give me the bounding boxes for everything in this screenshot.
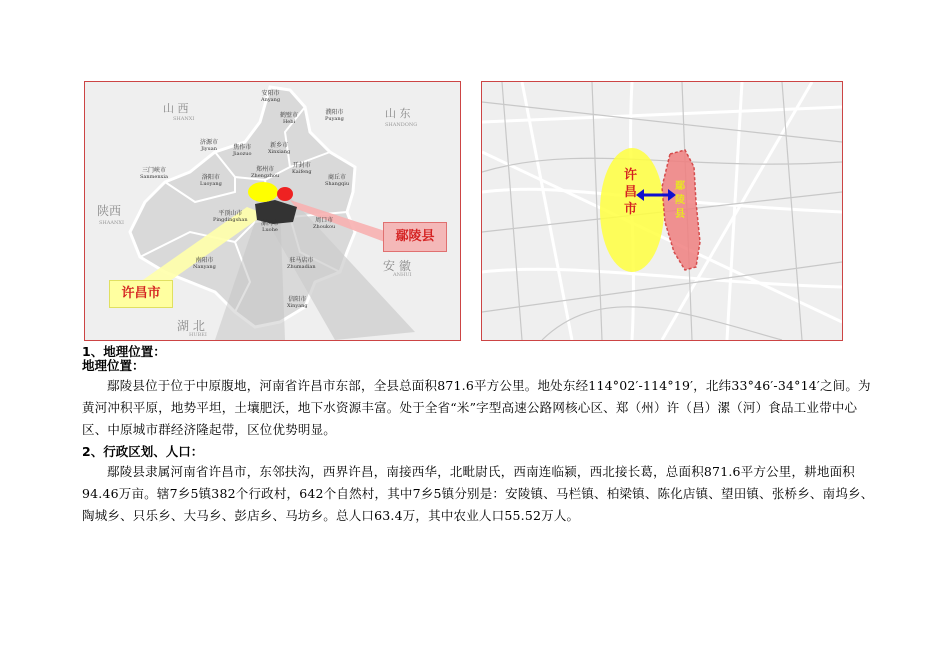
section-2-paragraph: 鄢陵县隶属河南省许昌市，东邻扶沟，西界许昌，南接西华，北毗尉氏，西南连临颍，西北接长葛，总面积871.6平方公里，耕地面积94.46万亩。辖7乡5镇382个行政村，642个自然村，其中7乡5镇分别是：安陵镇、马栏镇、柏梁镇、陈化店镇、望田镇、张桥乡、南坞乡、陶城乡、只乐乡、大马乡、彭店乡、马坊乡。总人口63.4万，其中农业人口55.52万人。 xyxy=(82,464,874,523)
section-1-title: 1、地理位置： xyxy=(82,344,166,359)
province-label-shaanxi-en: SHAANXI xyxy=(99,220,124,226)
section-1-paragraph: 鄢陵县位于位于中原腹地，河南省许昌市东部，全县总面积871.6平方公里。地处东经114°02′-114°19′，北纬33°46′-34°14′之间。为黄河冲积平原，地势平坦，土壤肥沃，地下水资源丰富。处于全省“米”字型高速公路网核心区、郑（州）许（昌）漯（河）食品工业带中心区、中原城市群经济隆起带，区位优势明显。 xyxy=(82,378,871,437)
section-2-title: 2、行政区划、人口： xyxy=(82,444,204,459)
xuchang-road-map xyxy=(481,81,843,341)
city-label: 南阳市 Nanyang xyxy=(193,257,216,270)
section-1-subtitle: 地理位置： xyxy=(82,358,145,373)
henan-province-map xyxy=(84,81,461,341)
document-text xyxy=(82,345,882,527)
city-label: 鹤壁市 Hebi xyxy=(280,112,299,125)
province-label-hubei-en: HUBEI xyxy=(189,332,207,338)
yanling-callout: 鄢陵县 xyxy=(383,222,447,252)
city-label: 洛阳市 Luoyang xyxy=(200,174,222,187)
city-label: 开封市 Kaifeng xyxy=(292,162,312,175)
city-label: 平顶山市 Pingdingshan xyxy=(213,210,248,223)
city-label: 郑州市 Zhengzhou xyxy=(251,166,280,179)
city-label: 济源市 Jiyuan xyxy=(200,139,219,152)
province-label-shandong: 山 东 xyxy=(385,107,411,120)
city-label: 焦作市 Jiaozuo xyxy=(233,144,252,157)
province-label-hubei: 湖 北 xyxy=(177,319,205,333)
yanling-vertical-label: 鄢陵县 xyxy=(675,181,685,220)
city-label: 新乡市 Xinxiang xyxy=(268,142,291,155)
city-label: 驻马店市 Zhumadian xyxy=(287,257,316,270)
xuchang-vertical-label: 许昌市 xyxy=(624,168,638,217)
city-label: 漯河市 Luohe xyxy=(261,220,280,233)
city-label: 商丘市 Shangqiu xyxy=(325,174,350,187)
xuchang-callout: 许昌市 xyxy=(109,280,173,308)
city-label: 濮阳市 Puyang xyxy=(325,109,344,122)
city-label: 信阳市 Xinyang xyxy=(287,296,308,309)
province-label-anhui-en: ANHUI xyxy=(393,272,412,278)
province-label-shaanxi: 陕西 xyxy=(97,204,122,218)
province-label-shanxi: 山 西 xyxy=(163,102,189,115)
province-label-shandong-en: SHANDONG xyxy=(385,122,418,128)
province-label-anhui: 安 徽 xyxy=(383,259,411,273)
city-label: 三门峡市 Sanmenxia xyxy=(140,167,168,180)
city-label: 安阳市 Anyang xyxy=(261,90,281,103)
city-label: 周口市 Zhoukou xyxy=(313,217,336,230)
province-label-shanxi-en: SHANXI xyxy=(173,116,195,122)
